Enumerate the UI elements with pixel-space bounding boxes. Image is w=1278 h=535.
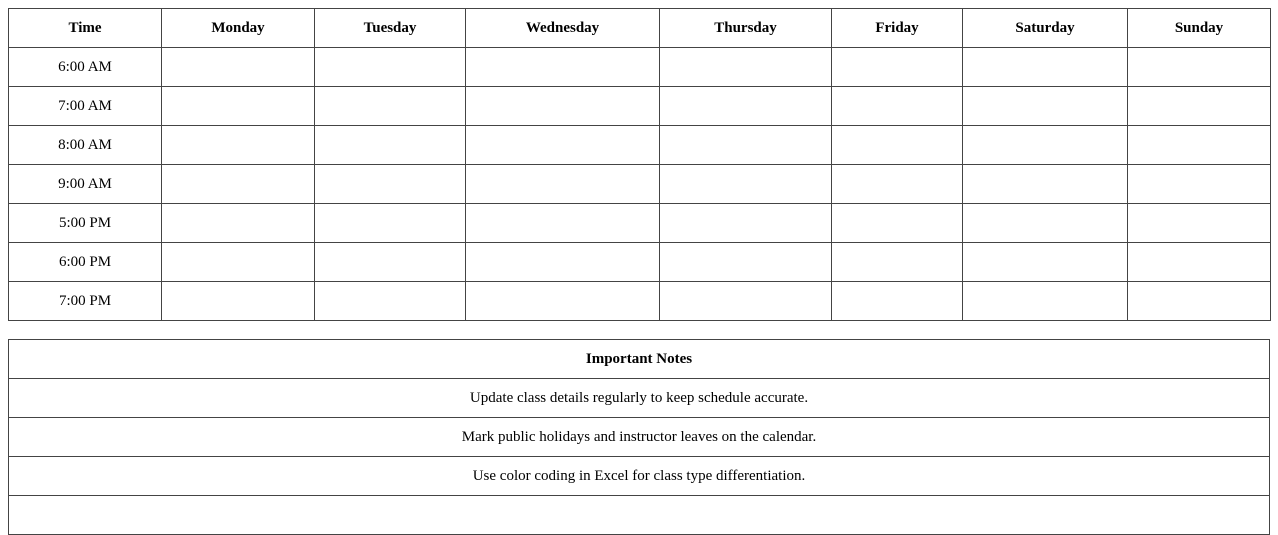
header-time: Time — [9, 9, 162, 48]
schedule-cell-sunday[interactable] — [1128, 282, 1271, 321]
schedule-cell-wednesday[interactable] — [466, 165, 660, 204]
schedule-cell-wednesday[interactable] — [466, 87, 660, 126]
schedule-cell-sunday[interactable] — [1128, 204, 1271, 243]
schedule-cell-tuesday[interactable] — [315, 126, 466, 165]
page-content — [8, 8, 1270, 535]
note-text: Use color coding in Excel for class type differentiation. — [9, 457, 1270, 496]
schedule-cell-thursday[interactable] — [660, 87, 832, 126]
schedule-cell-monday[interactable] — [162, 126, 315, 165]
schedule-cell-tuesday[interactable] — [315, 87, 466, 126]
time-cell: 8:00 AM — [9, 126, 162, 165]
schedule-cell-monday[interactable] — [162, 282, 315, 321]
schedule-cell-saturday[interactable] — [963, 204, 1128, 243]
schedule-cell-monday[interactable] — [162, 204, 315, 243]
schedule-cell-wednesday[interactable] — [466, 243, 660, 282]
schedule-table — [8, 8, 1271, 321]
schedule-cell-tuesday[interactable] — [315, 48, 466, 87]
schedule-cell-thursday[interactable] — [660, 165, 832, 204]
schedule-cell-thursday[interactable] — [660, 48, 832, 87]
time-cell: 6:00 PM — [9, 243, 162, 282]
schedule-cell-monday[interactable] — [162, 48, 315, 87]
schedule-cell-saturday[interactable] — [963, 282, 1128, 321]
schedule-cell-thursday[interactable] — [660, 243, 832, 282]
list-item — [9, 379, 1270, 418]
table-row — [9, 126, 1271, 165]
list-item — [9, 496, 1270, 535]
schedule-cell-saturday[interactable] — [963, 243, 1128, 282]
note-text: Mark public holidays and instructor leaves on the calendar. — [9, 418, 1270, 457]
schedule-cell-sunday[interactable] — [1128, 126, 1271, 165]
note-text — [9, 496, 1270, 535]
header-monday: Monday — [162, 9, 315, 48]
schedule-cell-wednesday[interactable] — [466, 204, 660, 243]
schedule-cell-saturday[interactable] — [963, 165, 1128, 204]
schedule-cell-tuesday[interactable] — [315, 243, 466, 282]
schedule-cell-wednesday[interactable] — [466, 48, 660, 87]
table-row — [9, 282, 1271, 321]
header-wednesday: Wednesday — [466, 9, 660, 48]
schedule-cell-thursday[interactable] — [660, 126, 832, 165]
time-cell: 6:00 AM — [9, 48, 162, 87]
time-cell: 7:00 PM — [9, 282, 162, 321]
schedule-cell-friday[interactable] — [832, 126, 963, 165]
time-cell: 7:00 AM — [9, 87, 162, 126]
schedule-cell-friday[interactable] — [832, 87, 963, 126]
notes-header-row — [9, 340, 1270, 379]
schedule-cell-tuesday[interactable] — [315, 165, 466, 204]
schedule-cell-tuesday[interactable] — [315, 204, 466, 243]
table-row — [9, 243, 1271, 282]
schedule-cell-wednesday[interactable] — [466, 282, 660, 321]
schedule-cell-monday[interactable] — [162, 87, 315, 126]
header-saturday: Saturday — [963, 9, 1128, 48]
schedule-cell-sunday[interactable] — [1128, 165, 1271, 204]
schedule-cell-sunday[interactable] — [1128, 87, 1271, 126]
schedule-cell-sunday[interactable] — [1128, 48, 1271, 87]
schedule-cell-friday[interactable] — [832, 204, 963, 243]
schedule-cell-friday[interactable] — [832, 243, 963, 282]
schedule-cell-sunday[interactable] — [1128, 243, 1271, 282]
table-row — [9, 87, 1271, 126]
schedule-cell-thursday[interactable] — [660, 282, 832, 321]
list-item — [9, 457, 1270, 496]
header-friday: Friday — [832, 9, 963, 48]
schedule-header-row — [9, 9, 1271, 48]
note-text: Update class details regularly to keep schedule accurate. — [9, 379, 1270, 418]
time-cell: 9:00 AM — [9, 165, 162, 204]
table-row — [9, 204, 1271, 243]
schedule-cell-saturday[interactable] — [963, 87, 1128, 126]
header-thursday: Thursday — [660, 9, 832, 48]
schedule-cell-wednesday[interactable] — [466, 126, 660, 165]
time-cell: 5:00 PM — [9, 204, 162, 243]
schedule-cell-saturday[interactable] — [963, 48, 1128, 87]
notes-body — [9, 379, 1270, 535]
schedule-cell-monday[interactable] — [162, 165, 315, 204]
list-item — [9, 418, 1270, 457]
notes-table — [8, 339, 1270, 535]
table-row — [9, 48, 1271, 87]
schedule-cell-friday[interactable] — [832, 165, 963, 204]
table-row — [9, 165, 1271, 204]
schedule-cell-friday[interactable] — [832, 282, 963, 321]
schedule-cell-thursday[interactable] — [660, 204, 832, 243]
schedule-cell-tuesday[interactable] — [315, 282, 466, 321]
schedule-cell-monday[interactable] — [162, 243, 315, 282]
schedule-cell-saturday[interactable] — [963, 126, 1128, 165]
header-tuesday: Tuesday — [315, 9, 466, 48]
header-sunday: Sunday — [1128, 9, 1271, 48]
schedule-body — [9, 48, 1271, 321]
schedule-cell-friday[interactable] — [832, 48, 963, 87]
notes-title: Important Notes — [9, 340, 1270, 379]
